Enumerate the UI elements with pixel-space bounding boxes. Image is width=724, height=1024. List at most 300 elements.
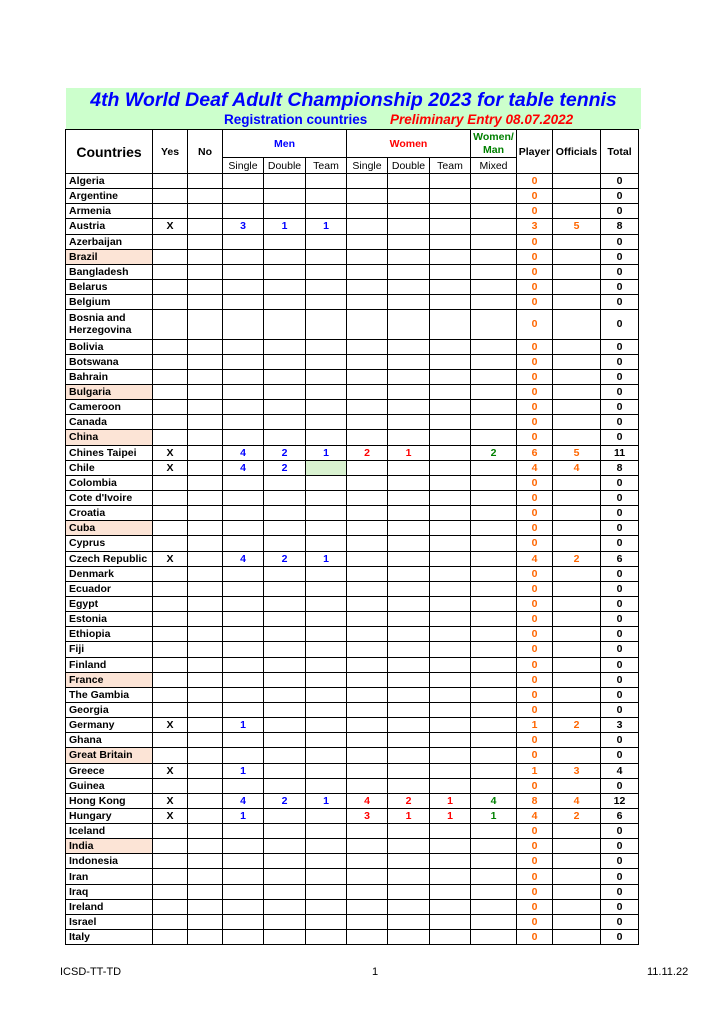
men-team-cell — [306, 249, 347, 264]
women-team-cell — [430, 279, 471, 294]
men-single-cell — [223, 384, 264, 399]
women-team-cell — [430, 672, 471, 687]
no-cell — [188, 899, 223, 914]
total-header: Total — [601, 130, 639, 174]
men-double-cell — [264, 687, 306, 702]
yes-cell — [153, 354, 188, 369]
table-row — [66, 748, 639, 763]
men-team-cell — [306, 914, 347, 929]
total-cell: 0 — [601, 415, 639, 430]
yes-cell — [153, 566, 188, 581]
men-single-cell — [223, 839, 264, 854]
women-double-cell — [388, 612, 430, 627]
total-cell: 0 — [601, 234, 639, 249]
country-cell: Bahrain — [66, 369, 153, 384]
yes-cell — [153, 384, 188, 399]
no-cell — [188, 793, 223, 808]
yes-cell — [153, 854, 188, 869]
men-double-cell — [264, 189, 306, 204]
no-cell — [188, 869, 223, 884]
officials-cell — [553, 521, 601, 536]
total-cell: 0 — [601, 369, 639, 384]
footer-date: 11.11.22 — [647, 966, 689, 978]
women-team-cell — [430, 854, 471, 869]
women-single-cell — [347, 763, 388, 778]
table-row — [66, 295, 639, 310]
no-cell — [188, 475, 223, 490]
table-row — [66, 824, 639, 839]
total-cell: 0 — [601, 869, 639, 884]
officials-cell — [553, 854, 601, 869]
total-cell: 0 — [601, 295, 639, 310]
yes-cell: X — [153, 718, 188, 733]
women-double-cell — [388, 824, 430, 839]
men-double-cell — [264, 824, 306, 839]
men-single-cell — [223, 672, 264, 687]
men-double-cell — [264, 672, 306, 687]
yes-cell — [153, 249, 188, 264]
men-team-cell — [306, 204, 347, 219]
player-cell: 0 — [517, 249, 553, 264]
mixed-cell — [471, 642, 517, 657]
men-team-cell — [306, 490, 347, 505]
mixed-cell — [471, 748, 517, 763]
men-single-cell — [223, 339, 264, 354]
women-team-cell — [430, 914, 471, 929]
men-double-cell — [264, 596, 306, 611]
men-double-cell — [264, 808, 306, 823]
women-team-cell — [430, 219, 471, 234]
men-team-cell — [306, 808, 347, 823]
men-single-cell — [223, 657, 264, 672]
officials-cell: 5 — [553, 445, 601, 460]
officials-cell — [553, 702, 601, 717]
men-double-cell — [264, 536, 306, 551]
men-double-cell — [264, 506, 306, 521]
women-team-cell — [430, 310, 471, 339]
men-double-cell — [264, 839, 306, 854]
country-cell: Canada — [66, 415, 153, 430]
player-cell: 0 — [517, 430, 553, 445]
women-double-cell — [388, 384, 430, 399]
total-cell: 0 — [601, 642, 639, 657]
yes-cell — [153, 627, 188, 642]
women-team-cell — [430, 581, 471, 596]
women-double-cell — [388, 748, 430, 763]
no-cell — [188, 189, 223, 204]
men-team-cell — [306, 824, 347, 839]
officials-cell — [553, 914, 601, 929]
men-double-cell — [264, 430, 306, 445]
mixed-group-line1: Women/ — [473, 130, 514, 143]
total-cell: 11 — [601, 445, 639, 460]
women-team-cell — [430, 763, 471, 778]
player-cell: 0 — [517, 536, 553, 551]
no-cell — [188, 581, 223, 596]
men-team-cell — [306, 854, 347, 869]
no-cell — [188, 824, 223, 839]
men-double-cell: 2 — [264, 793, 306, 808]
yes-cell: X — [153, 793, 188, 808]
women-single-cell — [347, 204, 388, 219]
women-double-cell — [388, 174, 430, 189]
player-cell: 0 — [517, 657, 553, 672]
men-single-cell — [223, 490, 264, 505]
men-single-cell — [223, 581, 264, 596]
table-row — [66, 808, 639, 823]
table-row — [66, 430, 639, 445]
mixed-cell — [471, 400, 517, 415]
women-single-cell — [347, 824, 388, 839]
country-cell: Guinea — [66, 778, 153, 793]
player-cell: 4 — [517, 460, 553, 475]
mixed-cell — [471, 672, 517, 687]
no-cell — [188, 627, 223, 642]
country-cell: Argentine — [66, 189, 153, 204]
mixed-cell — [471, 310, 517, 339]
yes-cell: X — [153, 808, 188, 823]
yes-cell — [153, 174, 188, 189]
officials-cell — [553, 748, 601, 763]
men-double-cell — [264, 264, 306, 279]
table-row — [66, 778, 639, 793]
no-cell — [188, 430, 223, 445]
country-cell: Cote d'Ivoire — [66, 490, 153, 505]
no-cell — [188, 219, 223, 234]
player-cell: 0 — [517, 824, 553, 839]
player-cell: 0 — [517, 899, 553, 914]
mixed-cell — [471, 415, 517, 430]
women-team-cell — [430, 884, 471, 899]
men-team-cell — [306, 536, 347, 551]
women-double-cell — [388, 339, 430, 354]
mixed-cell — [471, 657, 517, 672]
men-double-cell — [264, 899, 306, 914]
table-row — [66, 445, 639, 460]
women-single-cell — [347, 521, 388, 536]
table-row — [66, 566, 639, 581]
player-cell: 0 — [517, 596, 553, 611]
women-single-cell — [347, 339, 388, 354]
mixed-cell — [471, 460, 517, 475]
table-row — [66, 490, 639, 505]
player-cell: 0 — [517, 384, 553, 399]
no-cell — [188, 763, 223, 778]
women-double-cell — [388, 521, 430, 536]
women-double-cell — [388, 702, 430, 717]
women-team-cell — [430, 384, 471, 399]
total-cell: 0 — [601, 536, 639, 551]
men-team-cell — [306, 687, 347, 702]
officials-cell — [553, 657, 601, 672]
men-team-cell — [306, 718, 347, 733]
men-single-cell — [223, 914, 264, 929]
men-team-cell — [306, 657, 347, 672]
player-header: Player — [517, 130, 553, 174]
total-cell: 0 — [601, 884, 639, 899]
men-double-cell — [264, 930, 306, 945]
yes-cell — [153, 930, 188, 945]
men-team-cell: 1 — [306, 793, 347, 808]
officials-cell — [553, 174, 601, 189]
women-double-cell — [388, 627, 430, 642]
men-single-cell: 4 — [223, 793, 264, 808]
women-single-cell — [347, 733, 388, 748]
yes-cell — [153, 824, 188, 839]
men-team-cell — [306, 642, 347, 657]
officials-cell — [553, 884, 601, 899]
women-single-cell — [347, 778, 388, 793]
women-single-cell — [347, 234, 388, 249]
officials-cell: 5 — [553, 219, 601, 234]
no-cell — [188, 612, 223, 627]
men-double-cell — [264, 490, 306, 505]
footer-document-code: ICSD-TT-TD — [60, 966, 122, 978]
mixed-cell — [471, 687, 517, 702]
officials-cell — [553, 354, 601, 369]
men-double-cell — [264, 279, 306, 294]
men-team-cell — [306, 415, 347, 430]
total-cell: 0 — [601, 174, 639, 189]
mixed-cell — [471, 536, 517, 551]
women-double-cell — [388, 566, 430, 581]
women-team-cell — [430, 778, 471, 793]
mixed-cell — [471, 384, 517, 399]
player-cell: 0 — [517, 521, 553, 536]
table-row — [66, 854, 639, 869]
officials-cell — [553, 264, 601, 279]
total-cell: 0 — [601, 490, 639, 505]
men-team-cell — [306, 264, 347, 279]
men-single-cell — [223, 369, 264, 384]
player-cell: 0 — [517, 204, 553, 219]
women-single-cell: 3 — [347, 808, 388, 823]
officials-cell: 4 — [553, 460, 601, 475]
men-double-cell — [264, 612, 306, 627]
women-team-cell — [430, 627, 471, 642]
country-cell: The Gambia — [66, 687, 153, 702]
yes-cell: X — [153, 445, 188, 460]
no-cell — [188, 506, 223, 521]
women-double-cell — [388, 718, 430, 733]
table-row — [66, 672, 639, 687]
total-cell: 0 — [601, 264, 639, 279]
table-row — [66, 475, 639, 490]
player-cell: 0 — [517, 642, 553, 657]
men-double-cell — [264, 914, 306, 929]
mixed-cell — [471, 430, 517, 445]
player-cell: 0 — [517, 234, 553, 249]
women-double-cell — [388, 854, 430, 869]
mixed-cell — [471, 249, 517, 264]
table-row — [66, 627, 639, 642]
no-cell — [188, 566, 223, 581]
countries-header: Countries — [66, 130, 153, 174]
men-team-cell — [306, 702, 347, 717]
men-single-cell — [223, 884, 264, 899]
men-double-cell — [264, 369, 306, 384]
no-cell — [188, 264, 223, 279]
table-row — [66, 718, 639, 733]
women-double-cell: 1 — [388, 445, 430, 460]
men-single-cell: 4 — [223, 445, 264, 460]
no-cell — [188, 884, 223, 899]
player-cell: 0 — [517, 672, 553, 687]
officials-cell — [553, 536, 601, 551]
table-row — [66, 581, 639, 596]
country-cell: Fiji — [66, 642, 153, 657]
men-double-cell — [264, 627, 306, 642]
player-cell: 0 — [517, 581, 553, 596]
men-single-cell — [223, 536, 264, 551]
no-cell — [188, 702, 223, 717]
total-cell: 0 — [601, 687, 639, 702]
women-team-header: Team — [430, 158, 471, 174]
total-cell: 0 — [601, 596, 639, 611]
mixed-group-line2: Man — [483, 143, 504, 156]
yes-cell — [153, 506, 188, 521]
mixed-cell — [471, 339, 517, 354]
country-cell: Ethiopia — [66, 627, 153, 642]
mixed-cell — [471, 219, 517, 234]
title-banner — [66, 88, 641, 129]
men-single-cell — [223, 612, 264, 627]
men-single-cell — [223, 869, 264, 884]
mixed-cell — [471, 521, 517, 536]
women-double-cell — [388, 279, 430, 294]
men-double-cell — [264, 718, 306, 733]
country-cell: Azerbaijan — [66, 234, 153, 249]
total-cell: 0 — [601, 566, 639, 581]
men-double-cell — [264, 204, 306, 219]
country-cell: Ireland — [66, 899, 153, 914]
mixed-cell — [471, 581, 517, 596]
player-cell: 0 — [517, 884, 553, 899]
men-double-cell — [264, 295, 306, 310]
country-cell: Czech Republic — [66, 551, 153, 566]
total-cell: 6 — [601, 808, 639, 823]
men-single-cell: 4 — [223, 551, 264, 566]
women-team-cell — [430, 490, 471, 505]
officials-cell — [553, 899, 601, 914]
yes-cell — [153, 400, 188, 415]
men-team-cell — [306, 460, 347, 475]
player-cell: 0 — [517, 778, 553, 793]
country-cell: Germany — [66, 718, 153, 733]
country-cell: Indonesia — [66, 854, 153, 869]
player-cell: 0 — [517, 354, 553, 369]
men-double-cell — [264, 475, 306, 490]
footer-page-number: 1 — [372, 966, 379, 978]
men-double-cell — [264, 310, 306, 339]
yes-cell: X — [153, 460, 188, 475]
men-team-cell — [306, 748, 347, 763]
country-cell: Cuba — [66, 521, 153, 536]
player-cell: 8 — [517, 793, 553, 808]
table-row — [66, 839, 639, 854]
men-single-cell: 1 — [223, 718, 264, 733]
men-double-cell — [264, 884, 306, 899]
table-row — [66, 733, 639, 748]
document-title: 4th World Deaf Adult Championship 2023 for table tennis — [90, 89, 617, 111]
women-single-cell — [347, 369, 388, 384]
women-double-cell — [388, 249, 430, 264]
total-cell: 3 — [601, 718, 639, 733]
player-cell: 1 — [517, 763, 553, 778]
men-double-cell — [264, 339, 306, 354]
player-cell: 0 — [517, 310, 553, 339]
player-cell: 0 — [517, 839, 553, 854]
women-double-cell — [388, 899, 430, 914]
women-single-cell — [347, 930, 388, 945]
table-row — [66, 642, 639, 657]
men-single-cell — [223, 415, 264, 430]
yes-cell — [153, 234, 188, 249]
men-single-cell — [223, 778, 264, 793]
men-single-cell: 1 — [223, 763, 264, 778]
yes-cell — [153, 204, 188, 219]
player-cell: 6 — [517, 445, 553, 460]
men-double-cell — [264, 521, 306, 536]
women-single-cell — [347, 672, 388, 687]
women-single-cell — [347, 490, 388, 505]
table-row — [66, 204, 639, 219]
women-double-cell — [388, 763, 430, 778]
player-cell: 4 — [517, 551, 553, 566]
women-single-cell — [347, 415, 388, 430]
total-cell: 0 — [601, 475, 639, 490]
women-single-cell — [347, 884, 388, 899]
player-cell: 0 — [517, 854, 553, 869]
total-cell: 0 — [601, 430, 639, 445]
men-team-cell — [306, 566, 347, 581]
total-cell: 0 — [601, 384, 639, 399]
table-row — [66, 884, 639, 899]
mixed-cell — [471, 899, 517, 914]
total-cell: 0 — [601, 310, 639, 339]
women-single-cell — [347, 718, 388, 733]
yes-cell — [153, 430, 188, 445]
country-cell: Armenia — [66, 204, 153, 219]
no-cell — [188, 445, 223, 460]
total-cell: 0 — [601, 339, 639, 354]
women-team-cell — [430, 445, 471, 460]
women-team-cell — [430, 612, 471, 627]
mixed-cell — [471, 506, 517, 521]
women-single-cell — [347, 899, 388, 914]
officials-cell — [553, 869, 601, 884]
total-cell: 0 — [601, 506, 639, 521]
total-cell: 0 — [601, 204, 639, 219]
table-row — [66, 702, 639, 717]
officials-cell — [553, 612, 601, 627]
men-single-cell — [223, 204, 264, 219]
officials-cell — [553, 596, 601, 611]
mixed-cell — [471, 490, 517, 505]
men-double-cell — [264, 174, 306, 189]
country-cell: Colombia — [66, 475, 153, 490]
table-row — [66, 264, 639, 279]
table-row — [66, 521, 639, 536]
no-cell — [188, 778, 223, 793]
women-single-cell — [347, 279, 388, 294]
document-subtitle: Registration countries — [224, 112, 368, 127]
men-team-cell — [306, 279, 347, 294]
yes-header: Yes — [153, 130, 188, 174]
yes-cell — [153, 189, 188, 204]
table-row — [66, 415, 639, 430]
officials-header: Officials — [553, 130, 601, 174]
